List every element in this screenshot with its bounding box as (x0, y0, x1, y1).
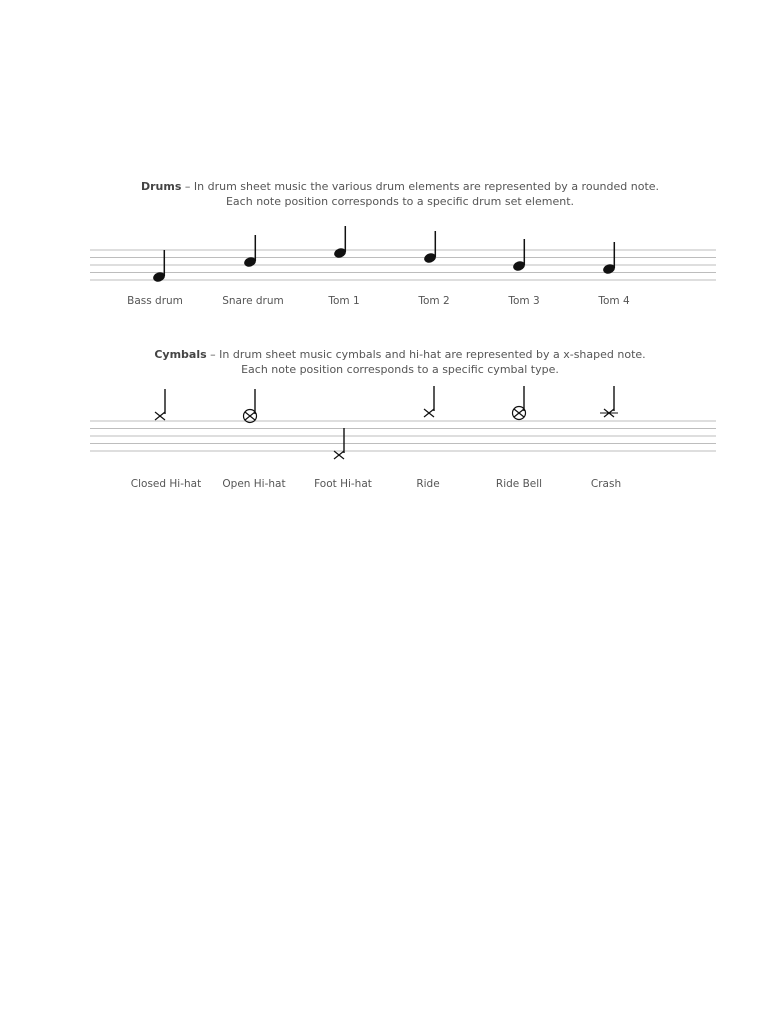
drum-note-2 (243, 235, 257, 268)
drums-intro-line2: Each note position corresponds to a specific drum set element. (225, 195, 575, 208)
cymbal-note-2 (244, 389, 257, 423)
cymbal-note-4 (424, 386, 434, 417)
cymbals-description: – In drum sheet music cymbals and hi-hat are represented by a x-shaped note. (206, 348, 646, 361)
cymbals-staff (0, 385, 768, 465)
cymbals-intro-line2: Each note position corresponds to a specific cymbal type. (241, 363, 559, 376)
label-tom-3: Tom 3 (508, 295, 540, 307)
label-open-hi-hat: Open Hi-hat (222, 478, 286, 490)
drum-note-6 (602, 242, 616, 275)
drum-note-4 (423, 231, 437, 264)
drum-note-1 (152, 250, 166, 283)
label-tom-4: Tom 4 (598, 295, 630, 307)
label-crash: Crash (590, 478, 622, 490)
drums-intro (0, 179, 768, 209)
label-tom-1: Tom 1 (328, 295, 360, 307)
cymbal-note-6 (600, 386, 618, 417)
cymbals-intro-line1 (0, 347, 768, 362)
drum-note-5 (512, 239, 526, 272)
cymbals-heading: Cymbals (154, 348, 207, 361)
drums-staff (0, 220, 768, 290)
cymbal-note-1 (155, 389, 165, 420)
label-ride-bell: Ride Bell (495, 478, 543, 490)
cymbal-note-5 (513, 386, 526, 420)
drums-intro-line1 (0, 179, 768, 194)
drums-heading: Drums (140, 180, 182, 193)
label-closed-hi-hat: Closed Hi-hat (130, 478, 202, 490)
cymbals-intro (0, 347, 768, 377)
drum-note-3 (333, 226, 347, 259)
label-bass-drum: Bass drum (127, 295, 183, 307)
label-snare-drum: Snare drum (222, 295, 284, 307)
label-tom-2: Tom 2 (418, 295, 450, 307)
drums-description: – In drum sheet music the various drum elements are represented by a rounded note. (181, 180, 660, 193)
label-ride: Ride (416, 478, 440, 490)
label-foot-hi-hat: Foot Hi-hat (314, 478, 372, 490)
